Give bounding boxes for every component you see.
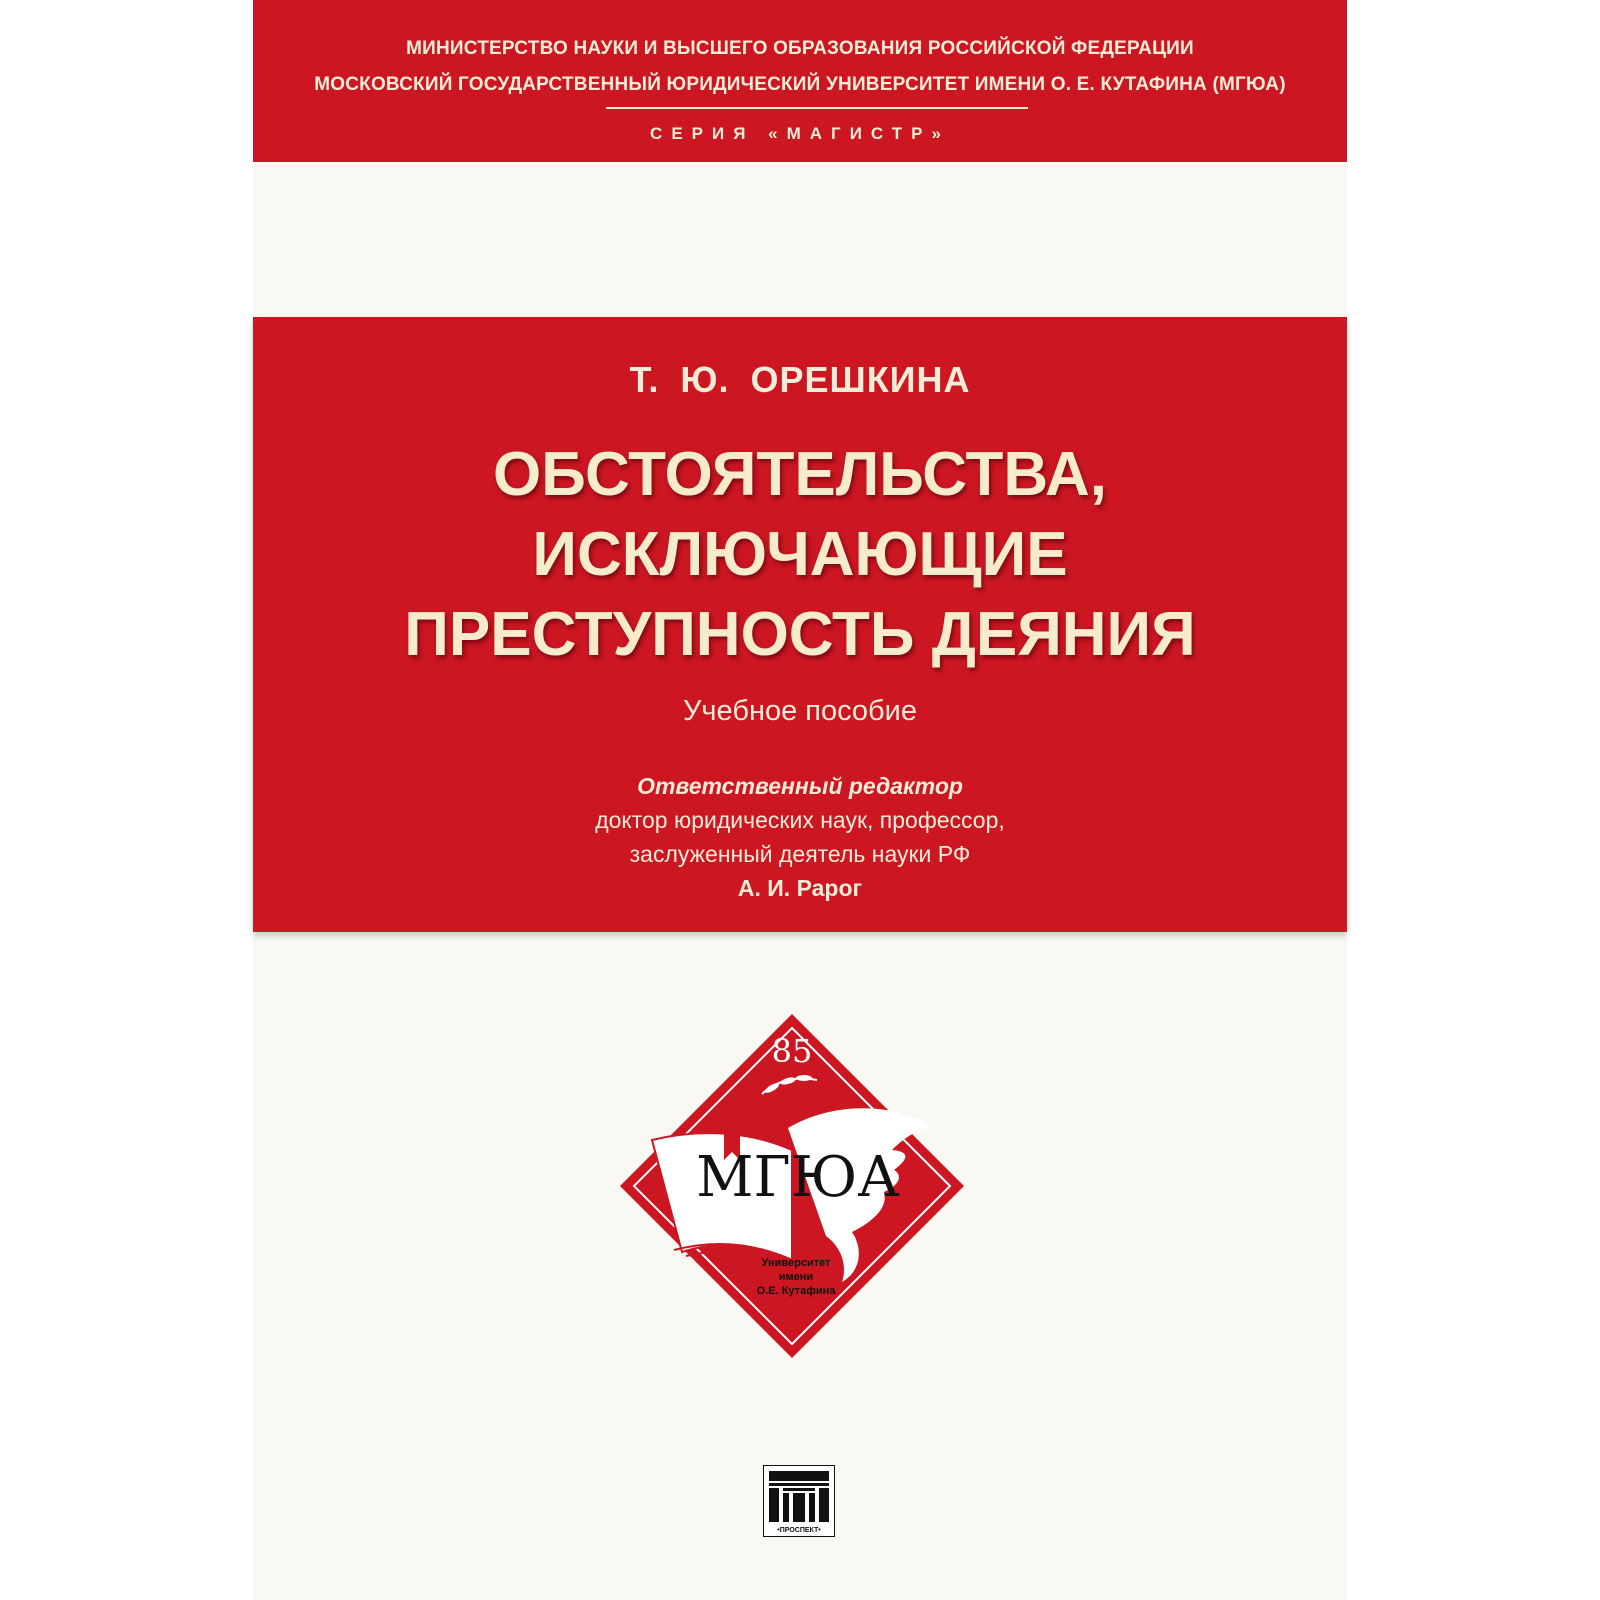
emblem-caption-line: имени — [778, 1271, 814, 1283]
editor-name: А. И. Рарог — [737, 875, 863, 901]
publisher-name: •ПРОСПЕКТ• — [777, 1527, 821, 1534]
mgua-emblem-logo — [612, 1010, 972, 1370]
header-divider — [606, 107, 1028, 109]
title-line: ОБСТОЯТЕЛЬСТВА, — [492, 440, 1108, 509]
author-name: Т. Ю. ОРЕШКИНА — [629, 359, 971, 400]
university-name: МОСКОВСКИЙ ГОСУДАРСТВЕННЫЙ ЮРИДИЧЕСКИЙ УНИВЕРСИТЕТ ИМЕНИ О. Е. КУТАФИНА (МГЮА) — [314, 74, 1286, 95]
title-line: ИСКЛЮЧАЮЩИЕ — [532, 520, 1068, 589]
emblem-number: 85 — [771, 1032, 813, 1070]
prospekt-publisher-logo — [763, 1465, 835, 1537]
ministry-name: МИНИСТЕРСТВО НАУКИ И ВЫСШЕГО ОБРАЗОВАНИЯ РОССИЙСКОЙ ФЕДЕРАЦИИ — [406, 38, 1194, 59]
title-band — [253, 317, 1347, 932]
book-cover — [253, 0, 1347, 1600]
series-name: СЕРИЯ «МАГИСТР» — [650, 124, 950, 143]
header-band — [253, 0, 1347, 162]
editor-block — [253, 769, 1347, 905]
emblem-caption-line: Университет — [761, 1257, 831, 1269]
emblem-abbr: МГЮА — [696, 1145, 900, 1210]
editor-label: Ответственный редактор — [637, 773, 963, 799]
book-subtitle: Учебное пособие — [683, 695, 917, 727]
emblem-caption-line: О.Е. Кутафина — [756, 1285, 836, 1297]
book-title — [253, 435, 1347, 675]
title-line: ПРЕСТУПНОСТЬ ДЕЯНИЯ — [404, 600, 1196, 669]
editor-title: заслуженный деятель науки РФ — [629, 841, 971, 867]
editor-degree: доктор юридических наук, профессор, — [595, 807, 1005, 833]
